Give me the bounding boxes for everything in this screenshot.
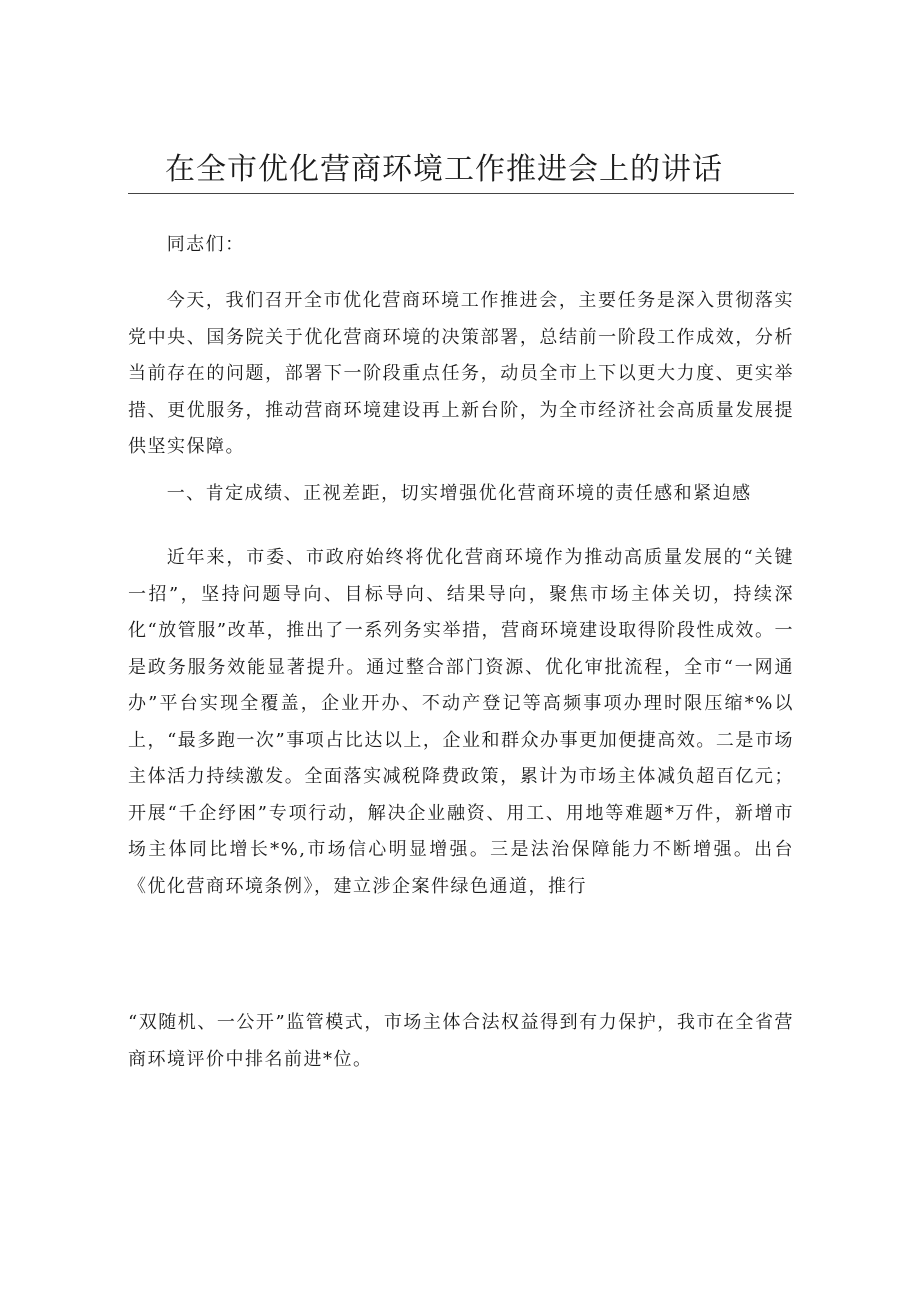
title-underline [128, 193, 794, 194]
page-title: 在全市优化营商环境工作推进会上的讲话 [165, 152, 723, 187]
intro-paragraph: 今天，我们召开全市优化营商环境工作推进会，主要任务是深入贯彻落实党中央、国务院关于优化营商环境的决策部署，总结前一阶段工作成效，分析当前存在的问题，部署下一阶段重点任务，动员全市上下以更大力度、更实举措、更优服务，推动营商环境建设再上新台阶，为全市经济社会高质量发展提供坚实保障。 [128, 290, 794, 457]
body-paragraph-continuation: “双随机、一公开”监管模式，市场主体合法权益得到有力保护，我市在全省营商环境评价中排名前进*位。 [128, 1012, 794, 1070]
section-heading: 一、肯定成绩、正视差距，切实增强优化营商环境的责任感和紧迫感 [166, 483, 752, 504]
body-paragraph: 近年来，市委、市政府始终将优化营商环境作为推动高质量发展的“关键一招”，坚持问题导向、目标导向、结果导向，聚焦市场主体关切，持续深化“放管服”改革，推出了一系列务实举措，营商环境建设取得阶段性成效。一是政务服务效能显著提升。通过整合部门资源、优化审批流程，全市“一网通办”平台实现全覆盖，企业开办、不动产登记等高频事项办理时限压缩*%以上，“最多跑一次”事项占比达以上，企业和群众办事更加便捷高效。二是市场主体活力持续激发。全面落实减税降费政策，累计为市场主体减负超百亿元；开展“千企纾困”专项行动，解决企业融资、用工、用地等难题*万件，新增市场主体同比增长*%,市场信心明显增强。三是法治保障能力不断增强。出台《优化营商环境条例》，建立涉企案件绿色通道，推行 [128, 547, 794, 897]
greeting: 同志们： [166, 234, 245, 255]
